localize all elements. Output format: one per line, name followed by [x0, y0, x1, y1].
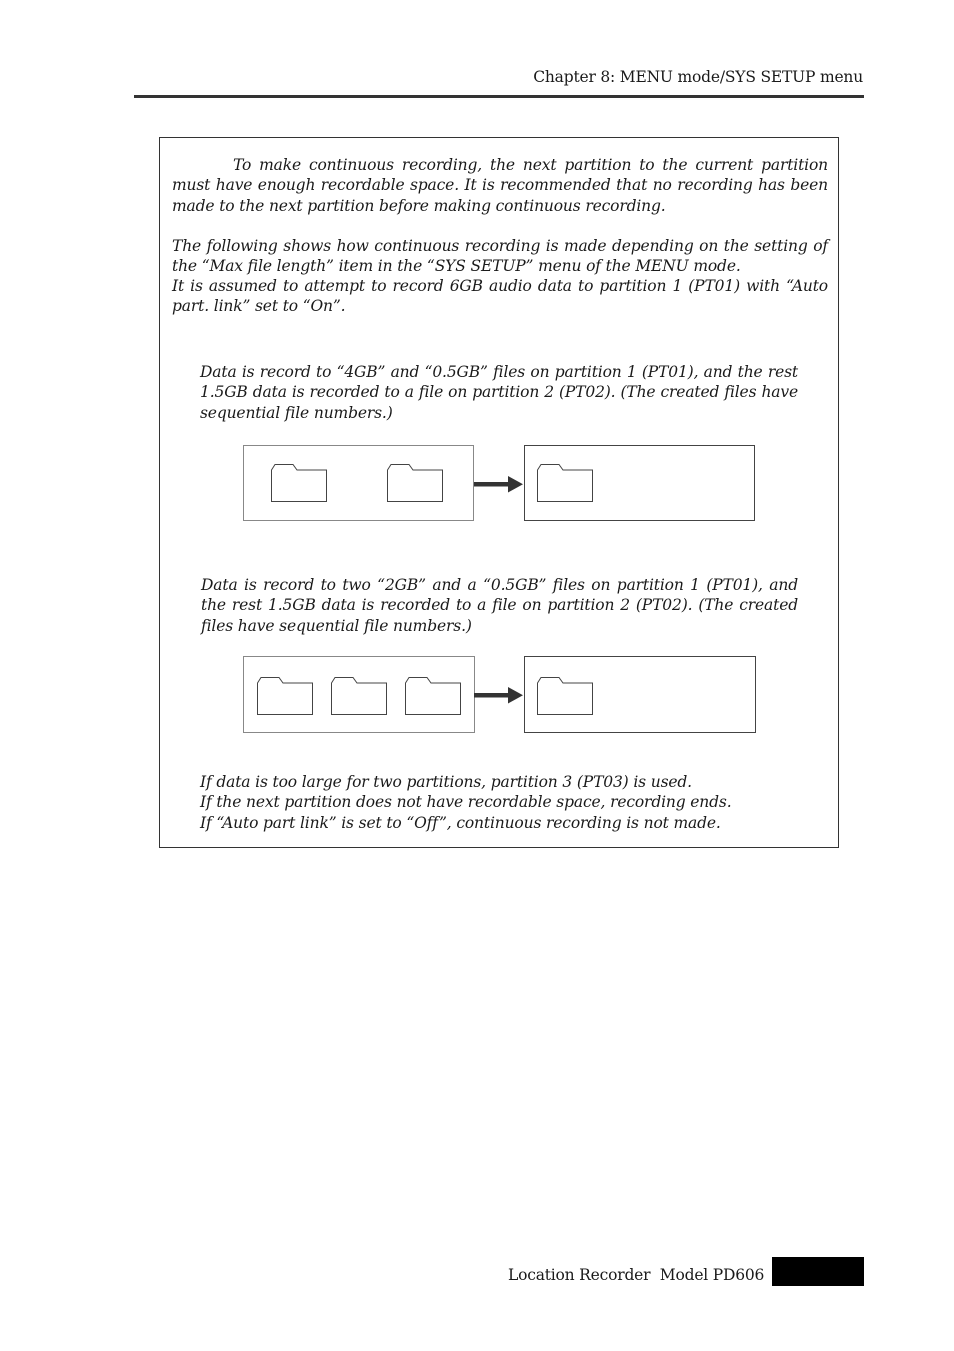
- folder-icon: [331, 677, 387, 715]
- folder-icon: [271, 464, 327, 502]
- folder-icon: [257, 677, 313, 715]
- case1-line: data is recorded to a file on partition 2 (PT02). (The created files have sequential: [200, 383, 799, 422]
- intro-line: have enough recordable space. It is recommended that no recording has been made to the: [172, 176, 828, 215]
- following-line: The following shows how continuous recording is made depending on the setting of the: [172, 237, 828, 276]
- arrow-right-icon: [474, 475, 524, 493]
- chapter-header: Chapter 8: MENU mode/SYS SETUP menu: [533, 68, 863, 86]
- folder-icon: [387, 464, 443, 502]
- case1-line: file numbers.): [284, 403, 393, 422]
- assumption-paragraph: [172, 276, 828, 317]
- closing-note: If “Auto part link” is set to “Off”, continuous recording is not made.: [200, 813, 721, 832]
- page-number-tab: [772, 1257, 864, 1286]
- case2-paragraph: [201, 575, 798, 636]
- case1-paragraph: [200, 362, 798, 423]
- assumption-line: link” set to “On”.: [213, 297, 346, 316]
- assumption-line: It is assumed to attempt to record 6GB audio data to partition 1 (PT01) with “Auto part.: [172, 277, 828, 316]
- closing-note: If data is too large for two partitions, partition 3 (PT03) is used.: [200, 773, 692, 791]
- closing-note: If the next partition does not have recordable space, recording ends.: [200, 793, 732, 812]
- case1-line: Data is record to “4GB” and “0.5GB” files on partition 1 (PT01), and the rest 1.5GB: [200, 363, 798, 402]
- intro-paragraph: [172, 155, 828, 216]
- closing-notes: [200, 772, 732, 833]
- case2-line: Data is record to two “2GB” and a “0.5GB” files on partition 1 (PT01), and the rest: [201, 576, 798, 615]
- arrow-right-icon: [474, 686, 524, 704]
- intro-line: To make continuous recording, the next partition to the current partition must: [172, 156, 828, 195]
- following-paragraph: [172, 236, 828, 277]
- footer-product-label: Location Recorder Model PD606: [508, 1266, 765, 1284]
- folder-icon: [537, 464, 593, 502]
- case2-line: sequential file numbers.): [279, 616, 472, 635]
- header-rule: [134, 95, 864, 98]
- following-line: “Max file length” item in the “SYS SETUP” menu of the MENU mode.: [201, 257, 741, 276]
- intro-line: next partition before making continuous recording.: [268, 196, 666, 215]
- folder-icon: [537, 677, 593, 715]
- case2-line: 1.5GB data is recorded to a file on partition 2 (PT02). (The created files have: [201, 596, 798, 635]
- folder-icon: [405, 677, 461, 715]
